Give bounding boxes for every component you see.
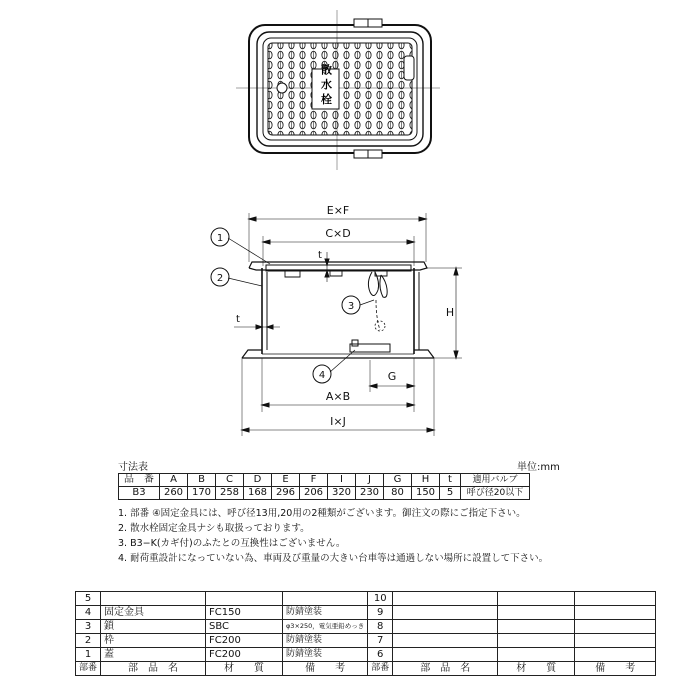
label-G: G — [387, 370, 397, 383]
dim-header-cell: F — [300, 474, 328, 487]
dim-header-cell: H — [412, 474, 440, 487]
part-name: 鎖 — [101, 620, 206, 634]
part-no: 6 — [368, 648, 393, 662]
part-note: 防錆塗装 — [283, 634, 368, 648]
part-material — [498, 634, 575, 648]
dim-cell: 150 — [412, 487, 440, 500]
dim-header-cell: E — [272, 474, 300, 487]
part-no: 5 — [76, 592, 101, 606]
label-AxB: A×B — [325, 390, 351, 403]
part-name — [101, 592, 206, 606]
dim-header-cell: A — [160, 474, 188, 487]
part-material — [498, 592, 575, 606]
balloon-3: 3 — [347, 301, 355, 312]
part-no: 3 — [76, 620, 101, 634]
part-note: 防錆塗装 — [283, 606, 368, 620]
header-name: 部 品 名 — [393, 662, 498, 676]
part-name — [393, 620, 498, 634]
dim-header-cell: t — [440, 474, 461, 487]
cover-text: 散 水 栓 — [319, 63, 333, 105]
dimension-data-row — [119, 487, 530, 500]
dim-header-cell: J — [356, 474, 384, 487]
header-note: 備 考 — [575, 662, 656, 676]
part-note — [283, 592, 368, 606]
label-t-top: t — [318, 250, 322, 261]
note-4: 4. 耐荷重設計になっていない為、車両及び重量の大きい台車等は通過しない場所に設置して下さい。 — [118, 553, 549, 564]
dim-header-cell: G — [384, 474, 412, 487]
part-material — [206, 592, 283, 606]
dim-header-cell: 適用バルブ — [461, 474, 530, 487]
note-3: 3. B3−K(カギ付)のふたとの互換性はございません。 — [118, 538, 346, 549]
dim-cell: 206 — [300, 487, 328, 500]
part-no: 2 — [76, 634, 101, 648]
part-name: 固定金具 — [101, 606, 206, 620]
part-name: 蓋 — [101, 648, 206, 662]
label-H: H — [445, 306, 455, 319]
plan-view — [236, 10, 440, 170]
part-no: 9 — [368, 606, 393, 620]
part-no: 1 — [76, 648, 101, 662]
part-material: FC200 — [206, 634, 283, 648]
part-material: FC150 — [206, 606, 283, 620]
dim-cell: 260 — [160, 487, 188, 500]
table-row — [76, 634, 656, 648]
dim-header-cell: D — [244, 474, 272, 487]
part-material — [498, 648, 575, 662]
balloon-4: 4 — [318, 370, 326, 381]
notes — [118, 506, 548, 566]
dim-cell: 296 — [272, 487, 300, 500]
part-material — [498, 620, 575, 634]
dim-cell: 80 — [384, 487, 412, 500]
part-material: FC200 — [206, 648, 283, 662]
table-row — [76, 592, 656, 606]
dim-header-cell: C — [216, 474, 244, 487]
part-note — [575, 592, 656, 606]
parts-header-row — [76, 662, 656, 676]
part-note — [575, 648, 656, 662]
dim-cell: B3 — [119, 487, 160, 500]
dim-cell: 230 — [356, 487, 384, 500]
part-no: 4 — [76, 606, 101, 620]
part-no: 10 — [368, 592, 393, 606]
part-name — [393, 648, 498, 662]
part-note — [575, 634, 656, 648]
table-row — [76, 648, 656, 662]
label-ExF: E×F — [326, 204, 350, 217]
header-no: 部番 — [368, 662, 393, 676]
part-material — [498, 606, 575, 620]
label-CxD: C×D — [325, 227, 351, 240]
note-1: 1. 部番 ④固定金具には、呼び径13用,20用の2種類がございます。御注文の際にご指定下さい。 — [118, 508, 526, 519]
part-material: SBC — [206, 620, 283, 634]
header-no: 部番 — [76, 662, 101, 676]
part-note — [575, 620, 656, 634]
part-name — [393, 592, 498, 606]
balloon-2: 2 — [216, 273, 224, 284]
part-no: 8 — [368, 620, 393, 634]
header-material: 材 質 — [498, 662, 575, 676]
dim-cell: 呼び径20以下 — [461, 487, 530, 500]
table-row — [76, 620, 656, 634]
dimension-table — [118, 473, 530, 500]
dim-cell: 320 — [328, 487, 356, 500]
parts-table — [75, 591, 656, 676]
label-t-side: t — [236, 314, 240, 325]
dim-header-cell: I — [328, 474, 356, 487]
part-note: φ3×250，電気亜鉛めっき — [283, 620, 368, 634]
dim-cell: 170 — [188, 487, 216, 500]
dim-header-cell: B — [188, 474, 216, 487]
header-note: 備 考 — [283, 662, 368, 676]
unit-label: 単位:mm — [517, 462, 560, 473]
part-name — [393, 634, 498, 648]
part-name: 枠 — [101, 634, 206, 648]
part-no: 7 — [368, 634, 393, 648]
dim-cell: 168 — [244, 487, 272, 500]
part-note — [575, 606, 656, 620]
dim-cell: 258 — [216, 487, 244, 500]
label-IxJ: I×J — [330, 415, 346, 428]
dim-header-cell: 品 番 — [119, 474, 160, 487]
header-name: 部 品 名 — [101, 662, 206, 676]
balloon-1: 1 — [216, 233, 224, 244]
part-note: 防錆塗装 — [283, 648, 368, 662]
table-row — [76, 606, 656, 620]
part-name — [393, 606, 498, 620]
dimension-header-row — [119, 474, 530, 487]
note-2: 2. 散水栓固定金具ナシも取扱っております。 — [118, 523, 310, 534]
dim-cell: 5 — [440, 487, 461, 500]
dimension-table-title: 寸法表 — [118, 462, 148, 473]
header-material: 材 質 — [206, 662, 283, 676]
